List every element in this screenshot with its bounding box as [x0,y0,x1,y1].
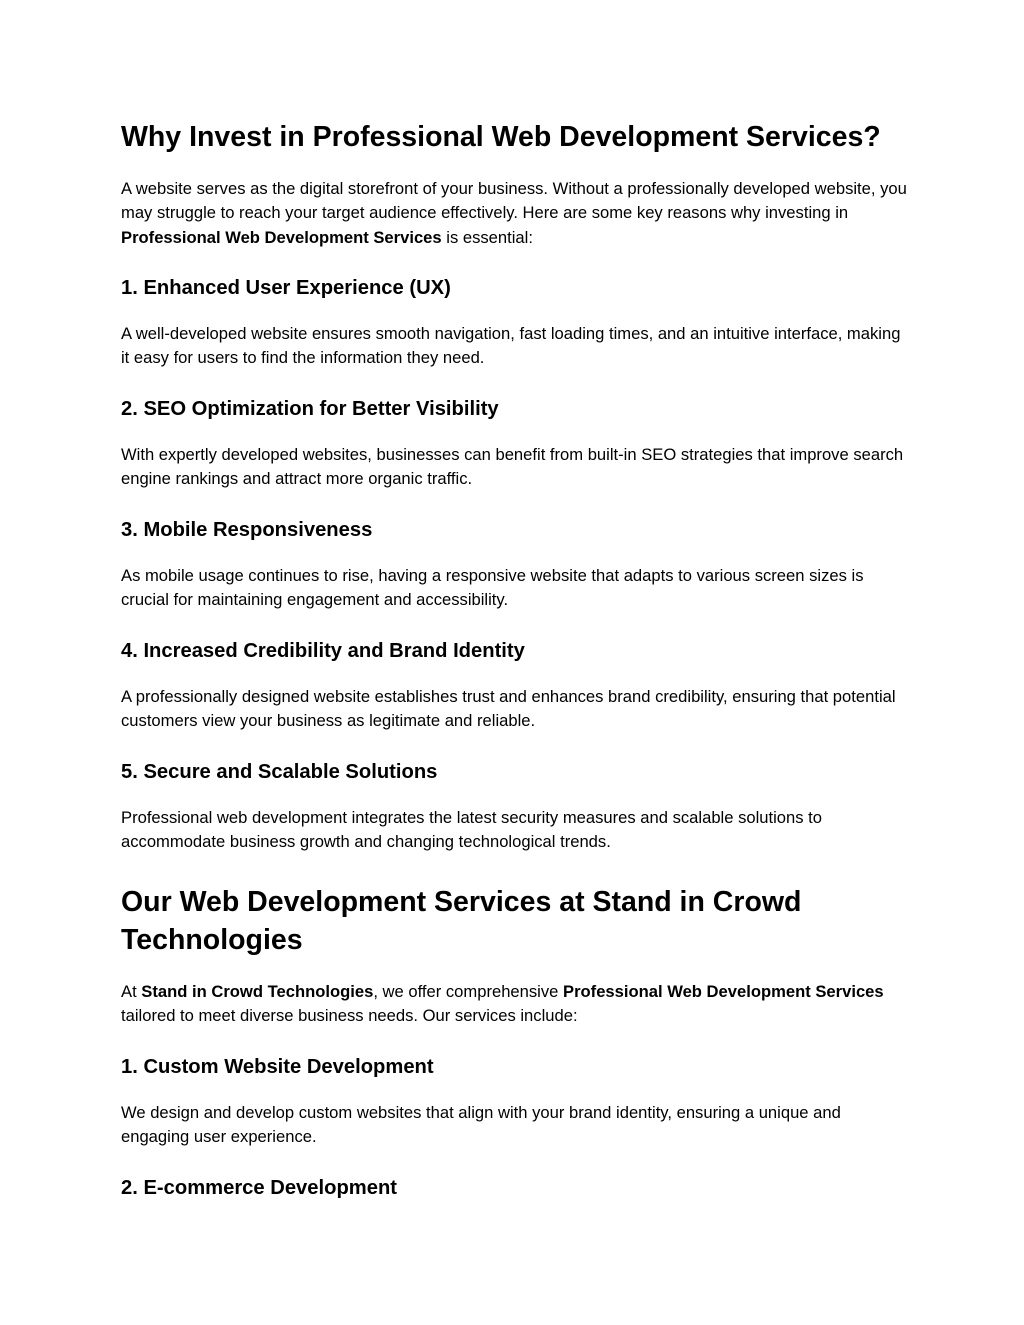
services-intro-part1: At [121,982,142,1001]
services-intro-company: Stand in Crowd Technologies [141,982,374,1001]
paragraph-custom-website: We design and develop custom websites that align with your brand identity, ensuring a unique and engaging user experience. [121,1103,841,1147]
section-title-our-services: Our Web Development Services at Stand in Crowd Technologies [121,886,802,956]
heading-secure-scalable: 5. Secure and Scalable Solutions [121,761,438,783]
services-intro-part3: tailored to meet diverse business needs. Our services include: [121,1006,578,1026]
heading-seo-optimization: 2. SEO Optimization for Better Visibility [121,398,499,420]
paragraph-secure-scalable: Professional web development integrates the latest security measures and scalable solutions to accommodate business growth and changing technological trends. [121,808,823,852]
heading-custom-website: 1. Custom Website Development [121,1056,434,1078]
heading-enhanced-ux: 1. Enhanced User Experience (UX) [121,277,451,299]
heading-ecommerce: 2. E-commerce Development [121,1177,398,1199]
paragraph-enhanced-ux: A well-developed website ensures smooth navigation, fast loading times, and an intuitive interface, making it easy for users to find the information they need. [121,324,901,368]
heading-mobile-responsiveness: 3. Mobile Responsiveness [121,519,373,541]
paragraph-seo-optimization: With expertly developed websites, businesses can benefit from built-in SEO strategies that improve search engine rankings and attract more organic traffic. [121,445,904,489]
paragraph-mobile-responsiveness: As mobile usage continues to rise, having a responsive website that adapts to various screen sizes is crucial for maintaining engagement and accessibility. [121,566,864,610]
paragraph-credibility: A professionally designed website establishes trust and enhances brand credibility, ensuring that potential customers view your business as legitimate and reliable. [121,687,896,731]
heading-credibility: 4. Increased Credibility and Brand Identity [121,640,525,662]
services-intro-part2: , we offer comprehensive [373,982,564,1001]
section-title-why-invest: Why Invest in Professional Web Development Services? [121,121,881,153]
intro-text-part1: A website serves as the digital storefront of your business. Without a professionally developed website, you may struggle to reach your target audience effectively. Here are some key reasons why investing in [121,179,907,223]
intro-paragraph [121,177,911,250]
services-intro-bold-service: Professional Web Development Services [563,982,884,1001]
intro-text-part2: is essential: [441,227,533,247]
intro-bold-service: Professional Web Development Services [121,227,442,247]
services-intro-paragraph [121,980,911,1029]
